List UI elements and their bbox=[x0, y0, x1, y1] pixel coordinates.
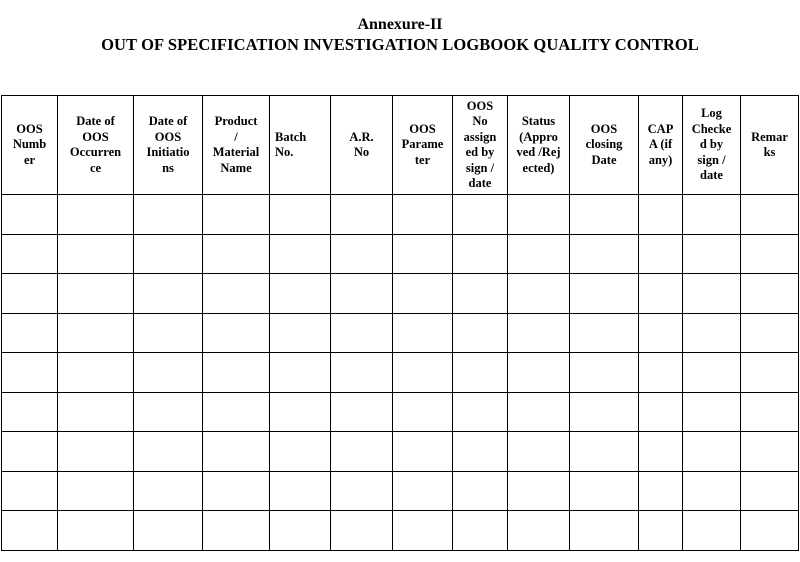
table-cell bbox=[393, 471, 453, 511]
table-cell bbox=[683, 234, 741, 274]
table-cell bbox=[270, 234, 331, 274]
column-header-line: Status bbox=[521, 114, 556, 128]
table-cell bbox=[741, 432, 799, 472]
table-row bbox=[2, 234, 799, 274]
column-header-line: er bbox=[23, 152, 36, 167]
table-cell bbox=[393, 353, 453, 393]
table-row bbox=[2, 195, 799, 235]
table-cell bbox=[683, 313, 741, 353]
column-header-line: sign / bbox=[697, 152, 726, 167]
column-header-line: d by bbox=[699, 137, 724, 152]
column-header-oos-no-assigned bbox=[453, 96, 508, 195]
table-cell bbox=[2, 471, 58, 511]
table-cell bbox=[393, 274, 453, 314]
column-header-line: ected) bbox=[522, 160, 555, 175]
table-cell bbox=[508, 353, 570, 393]
table-cell bbox=[134, 392, 203, 432]
column-header-ar-no bbox=[331, 96, 393, 195]
table-cell bbox=[203, 234, 270, 274]
header-row bbox=[2, 96, 799, 195]
column-header-line: Occurren bbox=[69, 145, 122, 159]
table-cell bbox=[58, 471, 134, 511]
annexure-label: Annexure-II bbox=[357, 16, 443, 33]
column-header-line: sign / bbox=[465, 160, 495, 175]
table-cell bbox=[683, 353, 741, 393]
table-cell bbox=[393, 392, 453, 432]
column-header-line: OOS bbox=[82, 129, 109, 144]
table-cell bbox=[2, 313, 58, 353]
table-cell bbox=[2, 432, 58, 472]
column-header-line: CAP bbox=[647, 121, 674, 136]
table-cell bbox=[639, 313, 683, 353]
table-cell bbox=[331, 195, 393, 235]
table-cell bbox=[2, 511, 58, 551]
table-cell bbox=[203, 195, 270, 235]
column-header-oos-closing-date bbox=[570, 96, 639, 195]
column-header-line: No bbox=[353, 145, 370, 159]
table-cell bbox=[203, 392, 270, 432]
table-cell bbox=[2, 274, 58, 314]
column-header-line: ed by bbox=[465, 145, 495, 159]
table-cell bbox=[508, 274, 570, 314]
table-cell bbox=[741, 392, 799, 432]
table-cell bbox=[393, 432, 453, 472]
column-header-product-material-name bbox=[203, 96, 270, 195]
table-cell bbox=[570, 195, 639, 235]
table-cell bbox=[203, 313, 270, 353]
column-header-capa bbox=[639, 96, 683, 195]
table-cell bbox=[741, 471, 799, 511]
table-cell bbox=[453, 511, 508, 551]
table-cell bbox=[639, 274, 683, 314]
table-cell bbox=[331, 234, 393, 274]
column-header-line: any) bbox=[648, 152, 673, 167]
column-header-line: A (if bbox=[648, 137, 673, 152]
table-row bbox=[2, 392, 799, 432]
table-cell bbox=[508, 313, 570, 353]
table-cell bbox=[270, 392, 331, 432]
table-cell bbox=[453, 353, 508, 393]
table-cell bbox=[453, 471, 508, 511]
table-row bbox=[2, 313, 799, 353]
column-header-line: / bbox=[234, 129, 238, 144]
table-cell bbox=[570, 274, 639, 314]
table-cell bbox=[453, 313, 508, 353]
table-cell bbox=[639, 471, 683, 511]
table-cell bbox=[331, 353, 393, 393]
column-header-line: Remar bbox=[751, 129, 788, 144]
table-cell bbox=[741, 511, 799, 551]
table-body bbox=[2, 195, 799, 551]
table-cell bbox=[270, 432, 331, 472]
table-cell bbox=[741, 234, 799, 274]
table-cell bbox=[134, 274, 203, 314]
column-header-line: OOS bbox=[16, 121, 43, 136]
column-header-line: Material bbox=[212, 145, 260, 159]
table-cell bbox=[331, 392, 393, 432]
column-header-status bbox=[508, 96, 570, 195]
column-header-line: date bbox=[700, 168, 723, 183]
table-cell bbox=[570, 313, 639, 353]
table-cell bbox=[508, 471, 570, 511]
table-cell bbox=[134, 432, 203, 472]
column-header-line: OOS bbox=[154, 129, 182, 144]
table-cell bbox=[58, 313, 134, 353]
table-cell bbox=[58, 511, 134, 551]
table-cell bbox=[683, 274, 741, 314]
table-cell bbox=[453, 274, 508, 314]
table-cell bbox=[741, 274, 799, 314]
column-header-line: Parame bbox=[401, 137, 444, 152]
table-cell bbox=[270, 511, 331, 551]
column-header-line: Log bbox=[701, 106, 722, 121]
table-cell bbox=[134, 313, 203, 353]
column-header-oos-number bbox=[2, 96, 58, 195]
table-cell bbox=[58, 353, 134, 393]
table-cell bbox=[683, 432, 741, 472]
table-cell bbox=[393, 313, 453, 353]
table-cell bbox=[639, 511, 683, 551]
table-cell bbox=[203, 511, 270, 551]
table-cell bbox=[2, 353, 58, 393]
table-cell bbox=[393, 234, 453, 274]
column-header-line: Batch bbox=[275, 129, 307, 144]
table-cell bbox=[58, 195, 134, 235]
column-header-line: No. bbox=[275, 145, 294, 159]
document-title: OUT OF SPECIFICATION INVESTIGATION LOGBOOK QUALITY CONTROL bbox=[101, 35, 699, 54]
table-cell bbox=[393, 511, 453, 551]
column-header-line: OOS bbox=[590, 121, 618, 136]
column-header-line: Date of bbox=[148, 114, 188, 128]
table-cell bbox=[508, 195, 570, 235]
table-cell bbox=[134, 234, 203, 274]
column-header-line: ved /Rej bbox=[516, 145, 561, 159]
table-cell bbox=[270, 353, 331, 393]
table-cell bbox=[331, 313, 393, 353]
column-header-line: OOS bbox=[466, 98, 494, 113]
column-header-line: Product bbox=[214, 114, 258, 128]
table-cell bbox=[58, 392, 134, 432]
table-cell bbox=[331, 432, 393, 472]
column-header-line: Initiatio bbox=[146, 145, 190, 159]
column-header-log-checked-by bbox=[683, 96, 741, 195]
table-cell bbox=[270, 471, 331, 511]
table-cell bbox=[683, 195, 741, 235]
table-cell bbox=[453, 392, 508, 432]
table-cell bbox=[134, 471, 203, 511]
table-cell bbox=[570, 353, 639, 393]
table-cell bbox=[203, 274, 270, 314]
table-cell bbox=[683, 511, 741, 551]
column-header-line: Numb bbox=[12, 137, 47, 152]
table-cell bbox=[508, 392, 570, 432]
table-cell bbox=[331, 274, 393, 314]
table-cell bbox=[453, 432, 508, 472]
table-cell bbox=[570, 392, 639, 432]
table-row bbox=[2, 511, 799, 551]
table-cell bbox=[570, 234, 639, 274]
table-row bbox=[2, 471, 799, 511]
table-cell bbox=[683, 392, 741, 432]
table-cell bbox=[639, 353, 683, 393]
table-cell bbox=[741, 313, 799, 353]
table-cell bbox=[639, 195, 683, 235]
table-cell bbox=[741, 353, 799, 393]
table-cell bbox=[2, 392, 58, 432]
table-cell bbox=[570, 471, 639, 511]
oos-logbook-table bbox=[1, 95, 799, 551]
table-cell bbox=[741, 195, 799, 235]
column-header-line: Date of bbox=[76, 114, 115, 128]
column-header-line: (Appro bbox=[519, 129, 558, 144]
table-cell bbox=[453, 234, 508, 274]
column-header-line: ks bbox=[763, 145, 776, 159]
table-cell bbox=[570, 511, 639, 551]
table-cell bbox=[270, 313, 331, 353]
table-row bbox=[2, 353, 799, 393]
column-header-line: Date bbox=[591, 152, 617, 167]
table-row bbox=[2, 432, 799, 472]
table-cell bbox=[270, 195, 331, 235]
table-cell bbox=[683, 471, 741, 511]
table-cell bbox=[2, 234, 58, 274]
table-cell bbox=[570, 432, 639, 472]
column-header-date-of-initiation bbox=[134, 96, 203, 195]
table-cell bbox=[58, 234, 134, 274]
table-cell bbox=[203, 432, 270, 472]
column-header-line: ns bbox=[162, 160, 174, 175]
column-header-line: Name bbox=[220, 160, 252, 175]
column-header-date-of-occurrence bbox=[58, 96, 134, 195]
table-cell bbox=[639, 432, 683, 472]
column-header-line: ter bbox=[414, 152, 431, 167]
column-header-line: OOS bbox=[409, 121, 436, 136]
column-header-line: A.R. bbox=[349, 129, 374, 144]
table-cell bbox=[134, 353, 203, 393]
table-cell bbox=[2, 195, 58, 235]
table-cell bbox=[508, 432, 570, 472]
column-header-batch-no bbox=[270, 96, 331, 195]
column-header-line: date bbox=[468, 176, 492, 190]
table-cell bbox=[134, 195, 203, 235]
column-header-line: closing bbox=[585, 137, 623, 152]
table-cell bbox=[203, 471, 270, 511]
table-cell bbox=[58, 274, 134, 314]
table-cell bbox=[393, 195, 453, 235]
table-cell bbox=[58, 432, 134, 472]
table-cell bbox=[453, 195, 508, 235]
column-header-line: assign bbox=[463, 129, 497, 144]
column-header-remarks bbox=[741, 96, 799, 195]
table-cell bbox=[508, 234, 570, 274]
table-cell bbox=[134, 511, 203, 551]
column-header-line: ce bbox=[89, 160, 102, 175]
table-cell bbox=[639, 392, 683, 432]
table-cell bbox=[508, 511, 570, 551]
column-header-line: Checke bbox=[691, 121, 732, 136]
table-row bbox=[2, 274, 799, 314]
table-cell bbox=[331, 511, 393, 551]
table-cell bbox=[270, 274, 331, 314]
column-header-oos-parameter bbox=[393, 96, 453, 195]
table-cell bbox=[331, 471, 393, 511]
table-cell bbox=[639, 234, 683, 274]
table-cell bbox=[203, 353, 270, 393]
column-header-line: No bbox=[472, 114, 488, 128]
